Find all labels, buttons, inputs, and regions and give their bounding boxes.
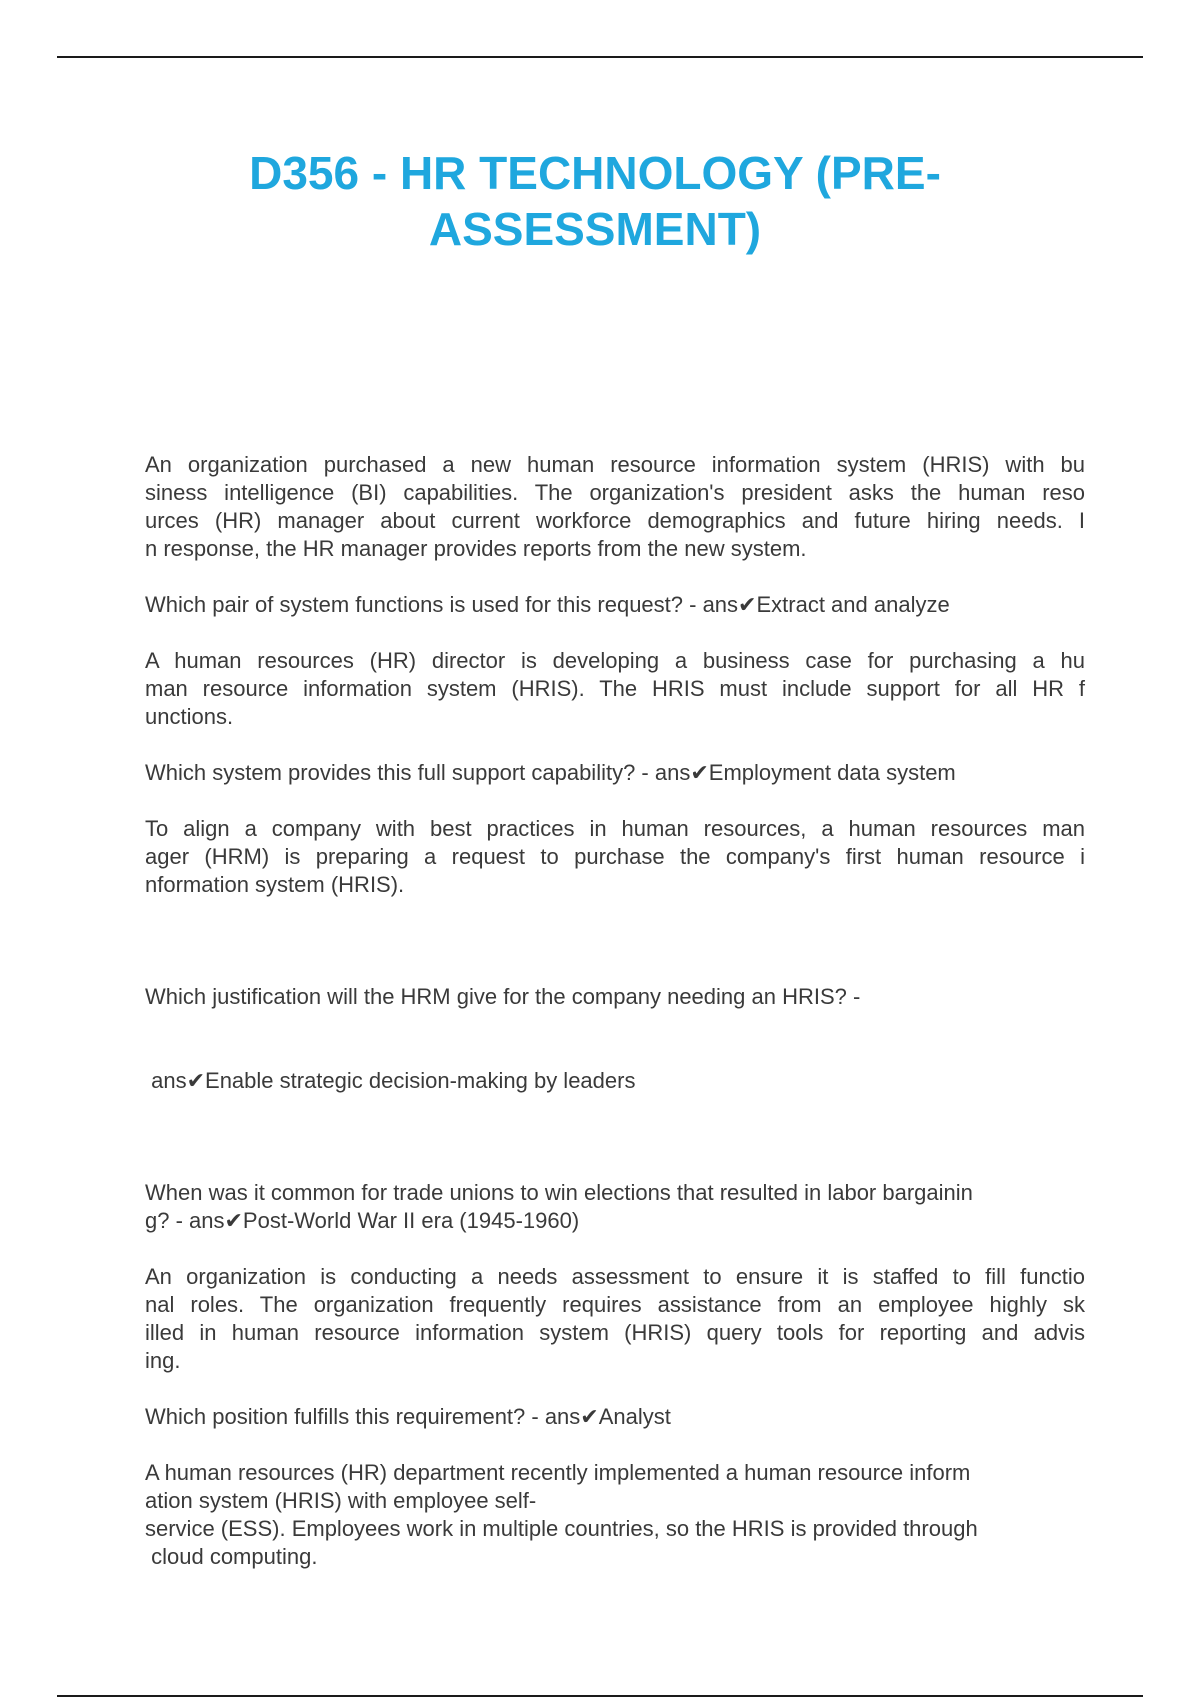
question-paragraph	[145, 647, 1085, 731]
answer-paragraph	[145, 759, 1085, 787]
text-line: A human resources (HR) department recently implemented a human resource inform	[145, 1460, 971, 1485]
text-line: n response, the HR manager provides reports from the new system.	[145, 536, 807, 561]
text-line: illed in human resource information system (HRIS) query tools for reporting and advis	[145, 1320, 1085, 1345]
text-line: service (ESS). Employees work in multiple countries, so the HRIS is provided through	[145, 1516, 978, 1541]
answer-paragraph	[145, 591, 1085, 619]
text-line: siness intelligence (BI) capabilities. The organization's president asks the human reso	[145, 480, 1085, 505]
text-line: When was it common for trade unions to win elections that resulted in labor bargainin	[145, 1180, 973, 1205]
text-line: ager (HRM) is preparing a request to purchase the company's first human resource i	[145, 844, 1085, 869]
text-line: To align a company with best practices in human resources, a human resources man	[145, 816, 1085, 841]
text-line: Which system provides this full support capability? - ans✔Employment data system	[145, 760, 956, 785]
text-line: Which position fulfills this requirement? - ans✔Analyst	[145, 1404, 671, 1429]
question-paragraph	[145, 451, 1085, 563]
text-line: A human resources (HR) director is developing a business case for purchasing a hu	[145, 648, 1085, 673]
text-line: ans✔Enable strategic decision-making by leaders	[145, 1068, 636, 1093]
answer-paragraph	[145, 1403, 1085, 1431]
answer-paragraph	[145, 1179, 1085, 1235]
text-line: Which pair of system functions is used for this request? - ans✔Extract and analyze	[145, 592, 950, 617]
answer-paragraph	[145, 927, 1085, 1151]
document-body	[145, 451, 1085, 1599]
question-paragraph	[145, 815, 1085, 899]
text-line: nal roles. The organization frequently requires assistance from an employee highly sk	[145, 1292, 1085, 1317]
text-line: ation system (HRIS) with employee self-	[145, 1488, 537, 1513]
question-paragraph	[145, 1263, 1085, 1375]
title-line: D356 - HR TECHNOLOGY (PRE-	[249, 147, 941, 199]
text-line: g? - ans✔Post-World War II era (1945-1960)	[145, 1208, 580, 1233]
document-title	[100, 145, 1090, 257]
text-line: man resource information system (HRIS). The HRIS must include support for all HR f	[145, 676, 1085, 701]
text-line: urces (HR) manager about current workforce demographics and future hiring needs. I	[145, 508, 1085, 533]
text-line: An organization is conducting a needs assessment to ensure it is staffed to fill functio	[145, 1264, 1085, 1289]
text-line: Which justification will the HRM give for the company needing an HRIS? -	[145, 984, 861, 1009]
bottom-rule	[57, 1695, 1143, 1697]
top-rule	[57, 56, 1143, 58]
text-line: unctions.	[145, 704, 234, 729]
question-paragraph	[145, 1459, 1085, 1571]
text-line: cloud computing.	[145, 1544, 318, 1569]
text-line: An organization purchased a new human resource information system (HRIS) with bu	[145, 452, 1085, 477]
title-line: ASSESSMENT)	[428, 203, 762, 255]
text-line: ing.	[145, 1348, 181, 1373]
text-line: nformation system (HRIS).	[145, 872, 405, 897]
